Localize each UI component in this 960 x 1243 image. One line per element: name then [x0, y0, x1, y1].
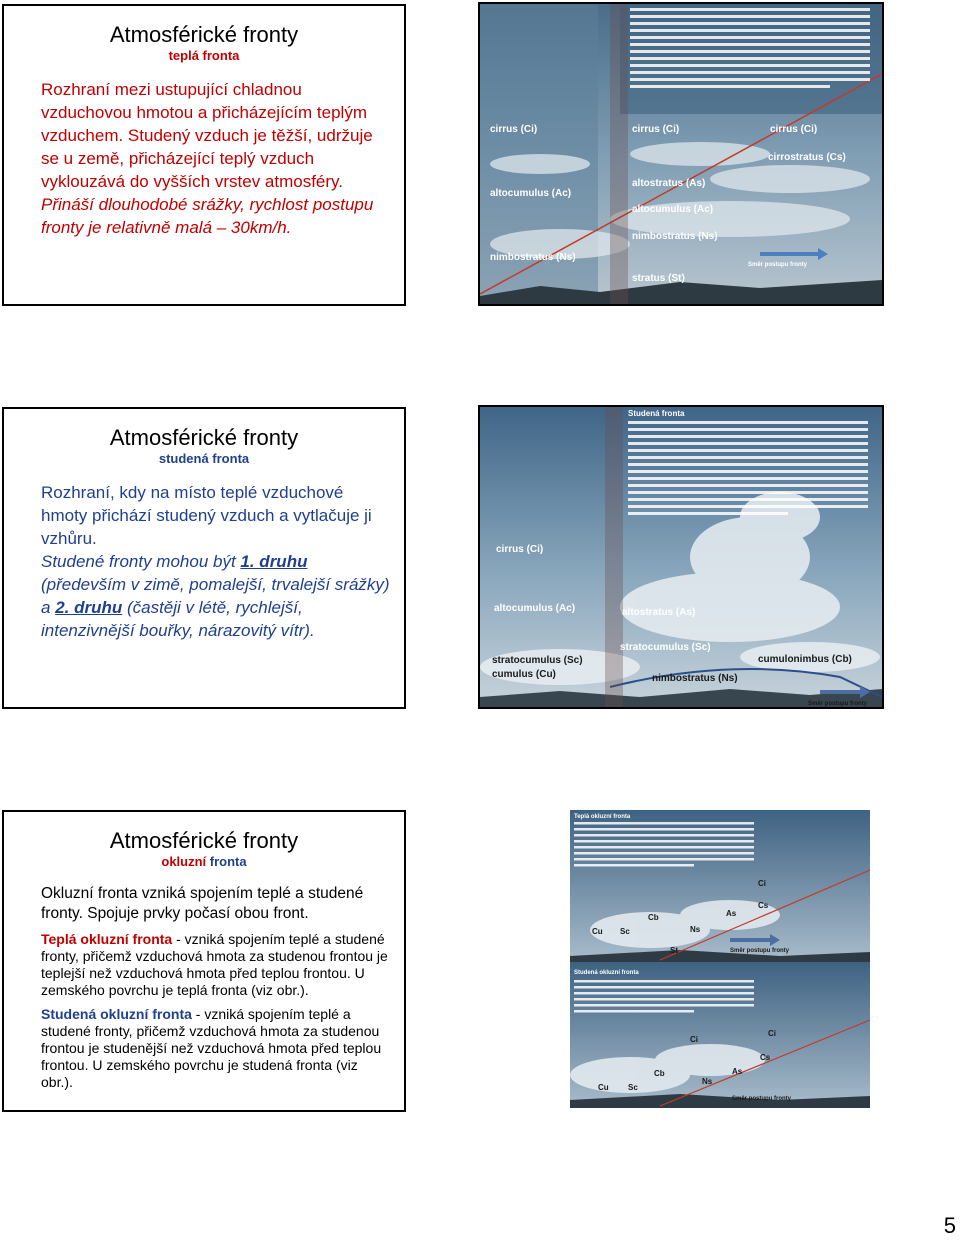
page-number: 5 — [943, 1213, 956, 1238]
body-lead: Okluzní fronta vzniká spojením teplé a studené fronty. Spojuje prvky počasí obou front. — [41, 885, 364, 922]
second-type-label: 2. druhu — [55, 598, 123, 617]
cold-occlusion-paragraph — [41, 1006, 392, 1091]
slide-warm-front — [2, 4, 406, 306]
slide-title: Atmosférické fronty — [109, 22, 299, 47]
body-paragraph-italic: Přináší dlouhodobé srážky, rychlost postupu fronty je relativně malá – 30km/h. — [41, 195, 374, 237]
slide-body — [41, 78, 392, 239]
subtitle-front: fronta — [206, 854, 247, 869]
italic-part-a: Studené fronty mohou být — [41, 552, 241, 571]
slide-title: Atmosférické fronty — [109, 425, 299, 450]
figure-heading-warm: Teplá okluzní fronta — [574, 814, 631, 820]
italic-part-b: (především v zimě, pomalejší, trvalejší srážky) a — [41, 575, 390, 617]
warm-occlusion-text: - vzniká spojením teplé a studené fronty, přičemž vzduchová hmota za studenou frontou je teplejší než vzduchová hmota před teplou frontou. U zemského povrchu je teplá fronta (viz obr.). — [41, 931, 388, 998]
label-bottom-cs: Cs — [760, 1053, 771, 1062]
label-direction: Směr postupu fronty — [808, 701, 868, 707]
label-cumulus: cumulus (Cu) — [492, 669, 556, 680]
label-bottom-cu: Cu — [598, 1083, 609, 1092]
label-top-as: As — [726, 909, 737, 918]
label-top-st: St — [670, 946, 678, 955]
label-top-sc: Sc — [620, 927, 630, 936]
body-paragraph-italic — [41, 550, 392, 642]
label-direction: Směr postupu fronty — [748, 262, 808, 268]
label-nimbostratus-left: nimbostratus (Ns) — [490, 252, 576, 263]
warm-front-figure — [478, 2, 884, 306]
label-top-ns: Ns — [690, 925, 701, 934]
label-altocumulus-right: altocumulus (Ac) — [632, 204, 714, 215]
slide-subtitle: studená fronta — [158, 451, 250, 466]
label-cirrostratus: cirrostratus (Cs) — [768, 152, 846, 163]
label-bottom-ns: Ns — [702, 1077, 713, 1086]
cold-front-figure — [478, 405, 884, 709]
warm-front-illustration — [480, 4, 882, 304]
occluded-front-figure — [478, 808, 884, 1112]
label-bottom-ci-right: Ci — [768, 1029, 776, 1038]
label-bottom-ci-left: Ci — [690, 1035, 698, 1044]
occluded-front-illustration — [480, 810, 882, 1112]
label-top-cs: Cs — [758, 901, 769, 910]
slide-title: Atmosférické fronty — [109, 828, 299, 853]
warm-occlusion-term: Teplá okluzní fronta — [41, 931, 173, 947]
italic-part-c: (častěji v létě, rychlejší, intenzivnější bouřky, nárazovitý vítr). — [41, 598, 315, 640]
label-cirrus-left: cirrus (Ci) — [490, 124, 538, 135]
slide-cold-front — [2, 407, 406, 709]
slide-body — [41, 481, 392, 642]
label-direction-top: Směr postupu fronty — [730, 948, 790, 954]
label-top-cb: Cb — [648, 913, 659, 922]
label-cirrus: cirrus (Ci) — [496, 544, 544, 555]
slide-subtitle — [4, 854, 404, 869]
label-stratocumulus-left: stratocumulus (Sc) — [492, 655, 583, 666]
first-type-label: 1. druhu — [240, 552, 308, 571]
label-bottom-sc: Sc — [628, 1083, 638, 1092]
label-top-cu: Cu — [592, 927, 603, 936]
slide-body — [41, 884, 392, 1098]
label-cirrus-right: cirrus (Ci) — [770, 124, 818, 135]
cold-front-illustration — [480, 407, 882, 707]
label-cumulonimbus: cumulonimbus (Cb) — [758, 654, 852, 665]
label-nimbostratus: nimbostratus (Ns) — [652, 673, 738, 684]
slide-subtitle: teplá fronta — [168, 48, 240, 63]
label-nimbostratus-right: nimbostratus (Ns) — [632, 231, 718, 242]
label-altostratus: altostratus (As) — [632, 178, 706, 189]
body-paragraph: Rozhraní mezi ustupující chladnou vzduchovou hmotou a přicházejícím teplým vzduchem. Studený vzduch je těžší, udržuje se u země, přicházející teplý vzduch vyklouzává do vyšších vrstev atmosféry. — [41, 80, 373, 191]
label-top-ci: Ci — [758, 879, 766, 888]
figure-heading: Studená fronta — [628, 409, 685, 418]
warm-occlusion-paragraph — [41, 931, 392, 999]
label-direction-bottom: Směr postupu fronty — [732, 1096, 792, 1102]
body-paragraph: Rozhraní, kdy na místo teplé vzduchové hmoty přichází studený vzduch a vytlačuje ji vzhůru. — [41, 483, 372, 548]
label-altostratus: altostratus (As) — [622, 607, 696, 618]
figure-heading-cold: Studená okluzní fronta — [574, 970, 639, 976]
label-stratocumulus-right: stratocumulus (Sc) — [620, 642, 711, 653]
label-stratus: stratus (St) — [632, 273, 685, 284]
label-cirrus-mid: cirrus (Ci) — [632, 124, 680, 135]
label-bottom-cb: Cb — [654, 1069, 665, 1078]
cold-occlusion-term: Studená okluzní fronta — [41, 1006, 192, 1022]
label-altocumulus-left: altocumulus (Ac) — [490, 188, 572, 199]
subtitle-occluded: okluzní — [161, 854, 207, 869]
label-bottom-as: As — [732, 1067, 743, 1076]
slide-occluded-front — [2, 810, 406, 1112]
label-altocumulus: altocumulus (Ac) — [494, 603, 576, 614]
cold-occlusion-text: - vzniká spojením teplé a studené fronty, přičemž vzduchová hmota za studenou frontou je studenější než vzduchová hmota před teplou frontou. U zemského povrchu je studená fronta (viz obr.). — [41, 1006, 382, 1090]
